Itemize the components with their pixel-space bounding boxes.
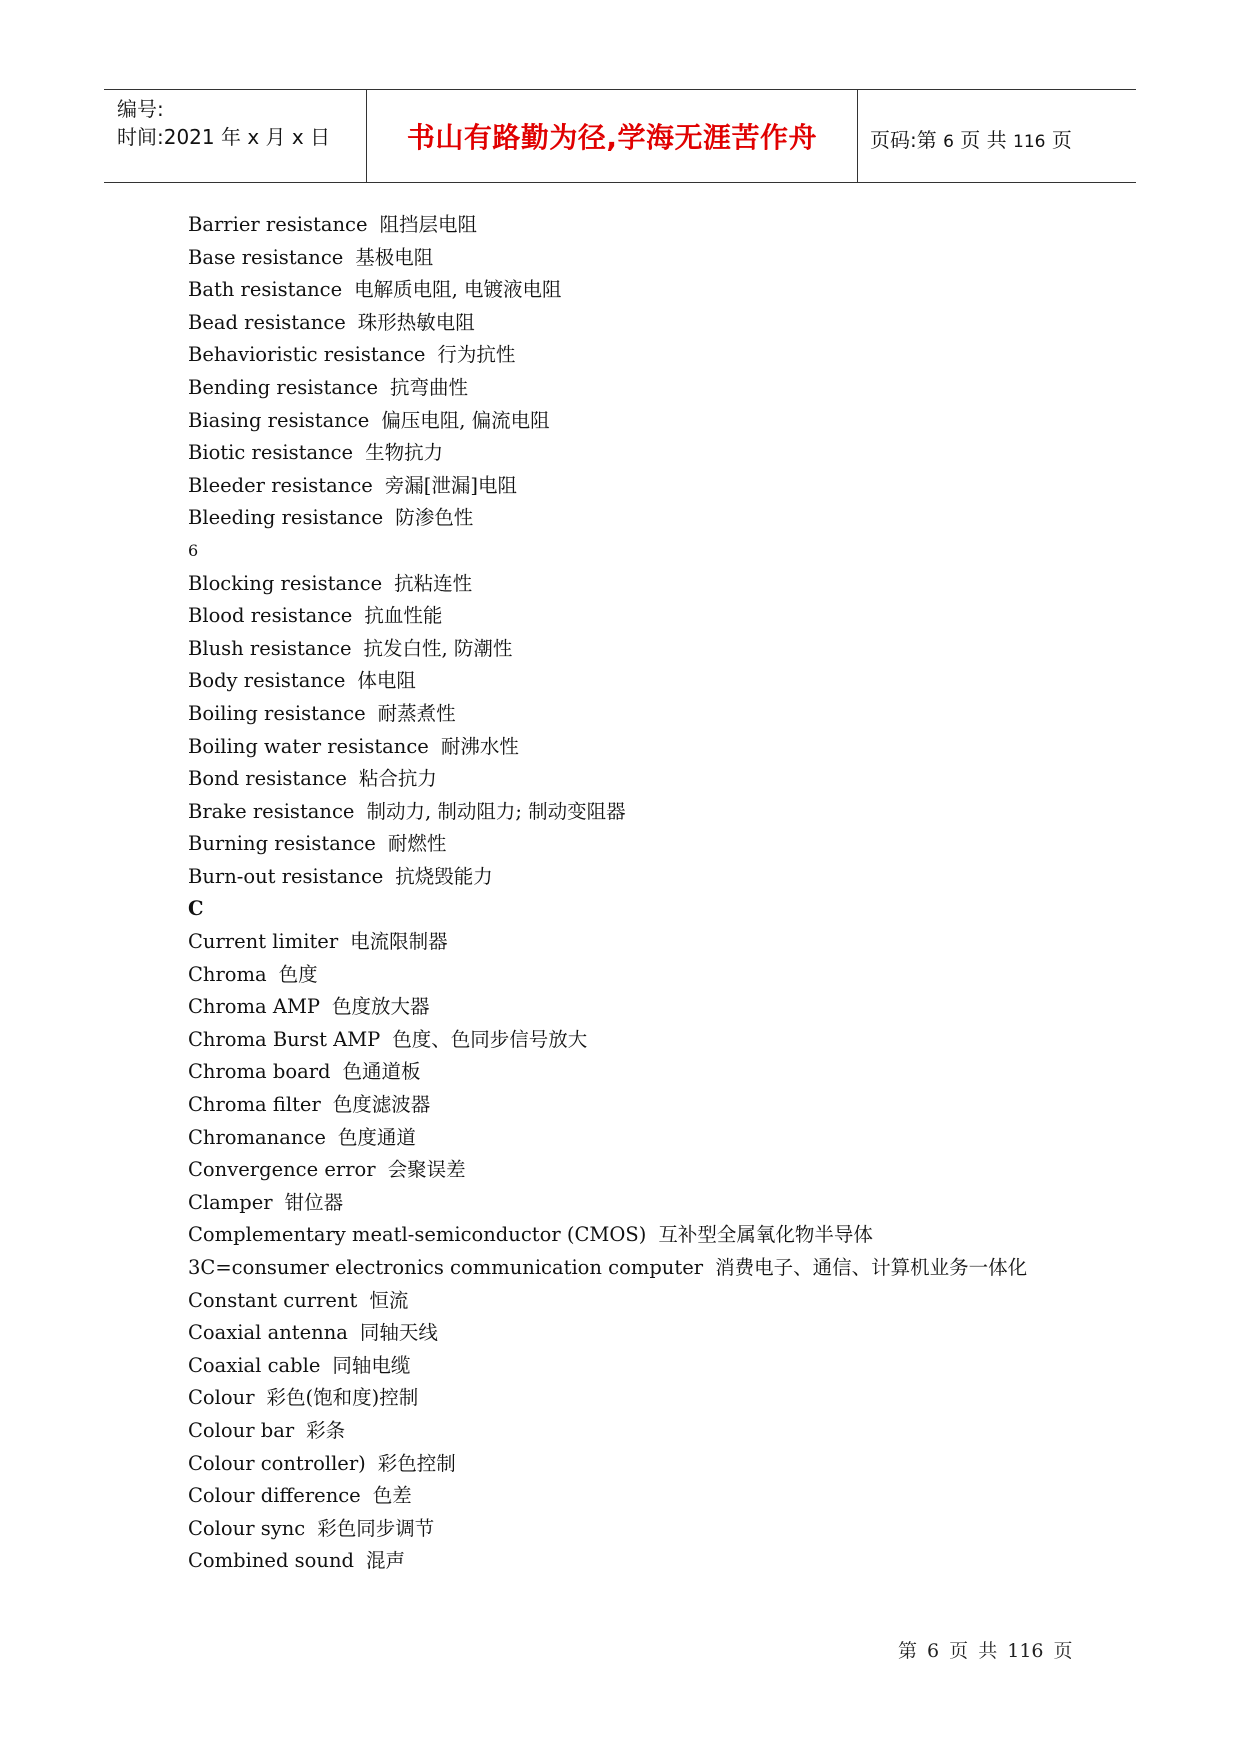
- glossary-entry: [188, 861, 1138, 894]
- glossary-entry: [188, 307, 1138, 340]
- entry-english-term: Bleeder resistance: [188, 473, 373, 497]
- header-left-cell: [104, 90, 367, 182]
- entry-chinese-translation: 阻挡层电阻: [379, 213, 478, 236]
- entry-english-term: Bead resistance: [188, 310, 346, 334]
- document-number-label: 编号:: [117, 97, 164, 121]
- entry-chinese-translation: 彩色控制: [377, 1451, 456, 1475]
- entry-chinese-translation: 同轴天线: [359, 1321, 438, 1345]
- entry-english-term: Bending resistance: [188, 375, 378, 399]
- glossary-entry: [188, 502, 1138, 535]
- entry-chinese-translation: 抗血性能: [364, 604, 443, 628]
- glossary-entry: [188, 665, 1138, 698]
- entry-english-term: Clamper: [188, 1190, 273, 1214]
- page-info-suffix: 页: [1051, 128, 1072, 152]
- entry-chinese-translation: 行为抗性: [437, 343, 516, 367]
- glossary-entry: [188, 242, 1138, 275]
- entry-english-term: Bond resistance: [188, 767, 347, 791]
- glossary-entry: [188, 1154, 1138, 1187]
- glossary-entry: [188, 1480, 1138, 1513]
- glossary-entry: [188, 893, 1138, 926]
- entry-chinese-translation: 消费电子、通信、计算机业务一体化: [715, 1256, 1028, 1279]
- glossary-entry: [188, 405, 1138, 438]
- entry-english-term: Body resistance: [188, 669, 346, 693]
- page-info-total: 116: [1013, 132, 1046, 152]
- entry-english-term: Boiling water resistance: [188, 734, 429, 758]
- entry-english-term: Biasing resistance: [188, 408, 370, 432]
- glossary-entry: [188, 1545, 1138, 1578]
- glossary-entry: [188, 600, 1138, 633]
- entry-chinese-translation: 恒流: [369, 1288, 409, 1312]
- entry-chinese-translation: 钳位器: [284, 1190, 344, 1214]
- glossary-entry: [188, 1056, 1138, 1089]
- entry-english-term: 6: [188, 540, 199, 560]
- entry-english-term: Complementary meatl-semiconductor (CMOS): [188, 1223, 647, 1247]
- glossary-entry: [188, 1415, 1138, 1448]
- entry-chinese-translation: 彩色(饱和度)控制: [266, 1386, 419, 1410]
- entry-chinese-translation: 抗粘连性: [394, 571, 473, 595]
- entry-english-term: 3C=consumer electronics communication computer: [188, 1256, 704, 1279]
- glossary-entry: [188, 1448, 1138, 1481]
- glossary-entry: [188, 535, 1138, 568]
- entry-chinese-translation: 珠形热敏电阻: [357, 310, 475, 334]
- page-info-prefix: 页码:第: [870, 128, 937, 152]
- entry-english-term: Colour sync: [188, 1516, 306, 1540]
- entry-english-term: Current limiter: [188, 930, 339, 954]
- entry-chinese-translation: 色度滤波器: [332, 1093, 431, 1117]
- entry-english-term: Burning resistance: [188, 832, 376, 856]
- entry-english-term: Constant current: [188, 1288, 358, 1312]
- header-right-cell: [858, 90, 1136, 182]
- entry-chinese-translation: 偏压电阻, 偏流电阻: [381, 408, 550, 432]
- entry-english-term: Bath resistance: [188, 278, 343, 302]
- page-info-current: 6: [943, 132, 954, 152]
- glossary-entry: [188, 1285, 1138, 1318]
- entry-english-term: Base resistance: [188, 245, 344, 269]
- entry-chinese-translation: 耐沸水性: [440, 734, 519, 758]
- header-page-info: [870, 124, 1072, 153]
- header-middle-cell: [367, 90, 858, 182]
- entry-english-term: Boiling resistance: [188, 701, 366, 725]
- entry-chinese-translation: 混声: [366, 1549, 406, 1573]
- glossary-entry: [188, 372, 1138, 405]
- glossary-entry: [188, 796, 1138, 829]
- glossary-entry: [188, 991, 1138, 1024]
- entry-english-term: Brake resistance: [188, 799, 355, 823]
- entry-english-term: Blocking resistance: [188, 571, 383, 595]
- glossary-entry: [188, 1252, 1138, 1285]
- glossary-entry-list: [188, 209, 1138, 1578]
- header-motto: 书山有路勤为径,学海无涯苦作舟: [406, 121, 818, 154]
- glossary-entry: [188, 1089, 1138, 1122]
- entry-chinese-translation: 色通道板: [342, 1060, 421, 1084]
- entry-chinese-translation: 会聚误差: [387, 1158, 466, 1182]
- entry-chinese-translation: 耐蒸煮性: [377, 701, 456, 725]
- entry-chinese-translation: 粘合抗力: [358, 767, 437, 791]
- entry-chinese-translation: 抗发白性, 防潮性: [363, 636, 513, 660]
- glossary-entry: [188, 698, 1138, 731]
- glossary-entry: [188, 568, 1138, 601]
- entry-english-term: Chroma board: [188, 1060, 331, 1084]
- entry-chinese-translation: 生物抗力: [365, 441, 444, 465]
- glossary-entry: [188, 1513, 1138, 1546]
- entry-english-term: Combined sound: [188, 1549, 354, 1573]
- glossary-entry: [188, 1350, 1138, 1383]
- entry-chinese-translation: 耐燃性: [387, 832, 447, 856]
- entry-english-term: Behavioristic resistance: [188, 343, 426, 367]
- entry-chinese-translation: 防渗色性: [395, 506, 474, 530]
- page-info-mid: 页 共: [960, 128, 1007, 152]
- glossary-entry: [188, 1382, 1138, 1415]
- glossary-entry: [188, 1122, 1138, 1155]
- glossary-entry: [188, 339, 1138, 372]
- entry-english-term: Chromanance: [188, 1125, 326, 1149]
- entry-chinese-translation: 抗弯曲性: [389, 375, 468, 399]
- glossary-entry: [188, 828, 1138, 861]
- entry-chinese-translation: 电解质电阻, 电镀液电阻: [354, 278, 562, 302]
- entry-english-term: Biotic resistance: [188, 441, 354, 465]
- entry-english-term: Burn-out resistance: [188, 864, 384, 888]
- entry-english-term: Chroma: [188, 962, 267, 986]
- page-header: [104, 89, 1136, 183]
- entry-chinese-translation: 同轴电缆: [332, 1353, 411, 1377]
- page-footer: 第 6 页 共 116 页: [898, 1640, 1073, 1662]
- entry-chinese-translation: 旁漏[泄漏]电阻: [384, 473, 518, 497]
- entry-chinese-translation: 抗烧毁能力: [395, 864, 493, 888]
- entry-english-term: Colour: [188, 1386, 255, 1410]
- entry-english-term: Colour bar: [188, 1418, 295, 1442]
- entry-chinese-translation: 彩色同步调节: [317, 1516, 435, 1540]
- entry-english-term: Blush resistance: [188, 636, 352, 660]
- document-time-label: 时间:2021 年 x 月 x 日: [117, 125, 331, 149]
- entry-chinese-translation: 电流限制器: [350, 930, 448, 954]
- glossary-entry: [188, 1219, 1138, 1252]
- glossary-entry: [188, 470, 1138, 503]
- entry-chinese-translation: 色度、色同步信号放大: [392, 1027, 588, 1051]
- glossary-entry: [188, 1187, 1138, 1220]
- entry-english-term: Bleeding resistance: [188, 506, 384, 530]
- entry-english-term: Chroma filter: [188, 1093, 321, 1117]
- entry-chinese-translation: 彩条: [306, 1418, 346, 1442]
- glossary-entry: [188, 731, 1138, 764]
- entry-english-term: Coaxial antenna: [188, 1321, 348, 1345]
- entry-english-term: Coaxial cable: [188, 1353, 321, 1377]
- glossary-entry: [188, 274, 1138, 307]
- entry-english-term: Colour difference: [188, 1484, 361, 1508]
- entry-english-term: Chroma AMP: [188, 995, 321, 1019]
- entry-chinese-translation: 制动力, 制动阻力; 制动变阻器: [366, 799, 626, 823]
- entry-chinese-translation: 色差: [372, 1484, 412, 1508]
- entry-english-term: Blood resistance: [188, 604, 353, 628]
- entry-chinese-translation: 体电阻: [357, 669, 416, 693]
- glossary-entry: [188, 1024, 1138, 1057]
- entry-chinese-translation: 色度放大器: [332, 995, 430, 1019]
- glossary-entry: [188, 959, 1138, 992]
- entry-english-term: Convergence error: [188, 1158, 376, 1182]
- entry-chinese-translation: 色度通道: [337, 1125, 416, 1149]
- entry-english-term: Chroma Burst AMP: [188, 1027, 381, 1051]
- entry-chinese-translation: 色度: [278, 962, 318, 986]
- glossary-entry: [188, 763, 1138, 796]
- glossary-entry: [188, 633, 1138, 666]
- entry-english-term: Colour controller): [188, 1451, 366, 1475]
- entry-chinese-translation: 互补型全属氧化物半导体: [658, 1223, 873, 1247]
- entry-english-term: C: [188, 897, 204, 921]
- glossary-entry: [188, 437, 1138, 470]
- glossary-entry: [188, 926, 1138, 959]
- glossary-entry: [188, 1317, 1138, 1350]
- entry-english-term: Barrier resistance: [188, 213, 368, 236]
- glossary-entry: [188, 209, 1138, 242]
- entry-chinese-translation: 基极电阻: [355, 245, 434, 269]
